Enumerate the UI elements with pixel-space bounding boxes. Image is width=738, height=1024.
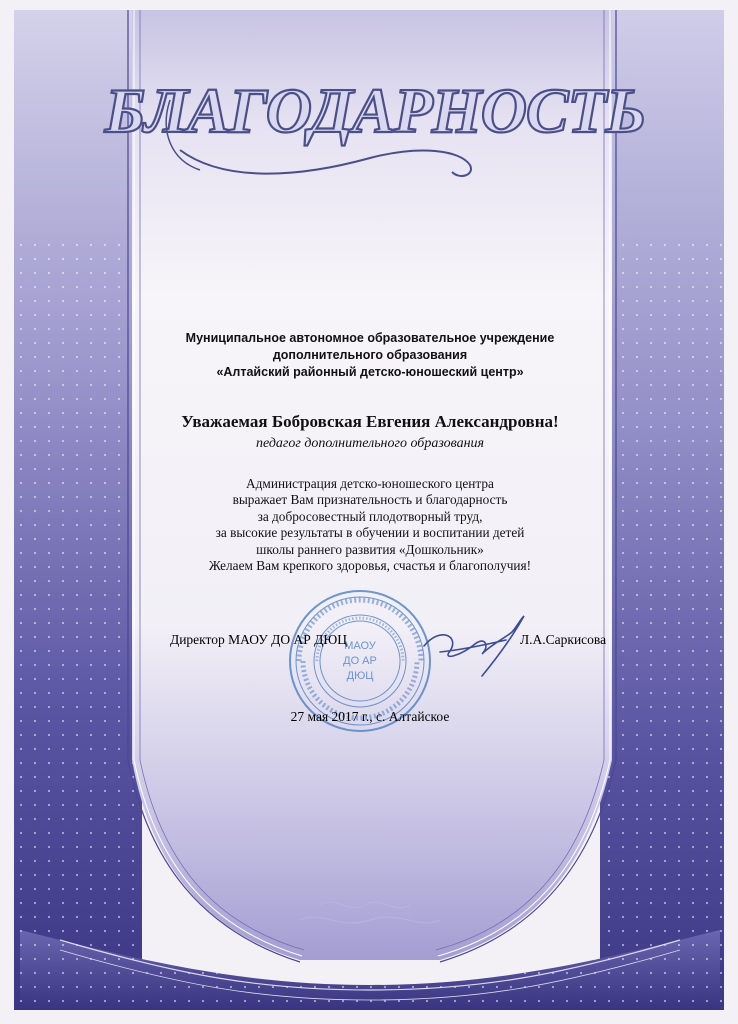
title-flourish [180,150,471,176]
stamp-line-2: ДО АР [343,655,377,667]
organization-line-2: дополнительного образования [272,348,468,362]
organization-line-3: «Алтайский районный детско-юношеский центр» [216,365,524,379]
gratitude-line-6: Желаем Вам крепкого здоровья, счастья и благополучия! [208,558,532,574]
stamp-line-3: ДЮЦ [346,670,374,682]
organization-line-1: Муниципальное автономное образовательное учреждение [185,331,555,345]
gratitude-line-3: за добросовестный плодотворный труд, [257,508,483,524]
gratitude-line-4: за высокие результаты в обучении и воспитании детей [215,525,525,541]
director-signature [420,606,530,686]
date-place: 27 мая 2017 г., с. Алтайское [290,709,450,724]
stamp-line-1: МАОУ [344,640,376,652]
gratitude-line-5: школы раннего развития «Дошкольник» [256,541,484,557]
director-label: Директор МАОУ ДО АР ДЮЦ [170,632,347,647]
recipient-position: педагог дополнительного образования [255,436,485,451]
organization-name [120,330,620,381]
gratitude-line-1: Администрация детско-юношеского центра [246,476,494,491]
certificate-title [104,40,646,190]
certificate-title-text: Благодарность [104,75,646,146]
gratitude-text [120,476,620,574]
signer-name: Л.А.Саркисова [520,632,607,647]
gratitude-line-2: выражает Вам признательность и благодарность [232,492,508,508]
recipient-greeting: Уважаемая Бобровская Евгения Александровна! [181,412,559,431]
